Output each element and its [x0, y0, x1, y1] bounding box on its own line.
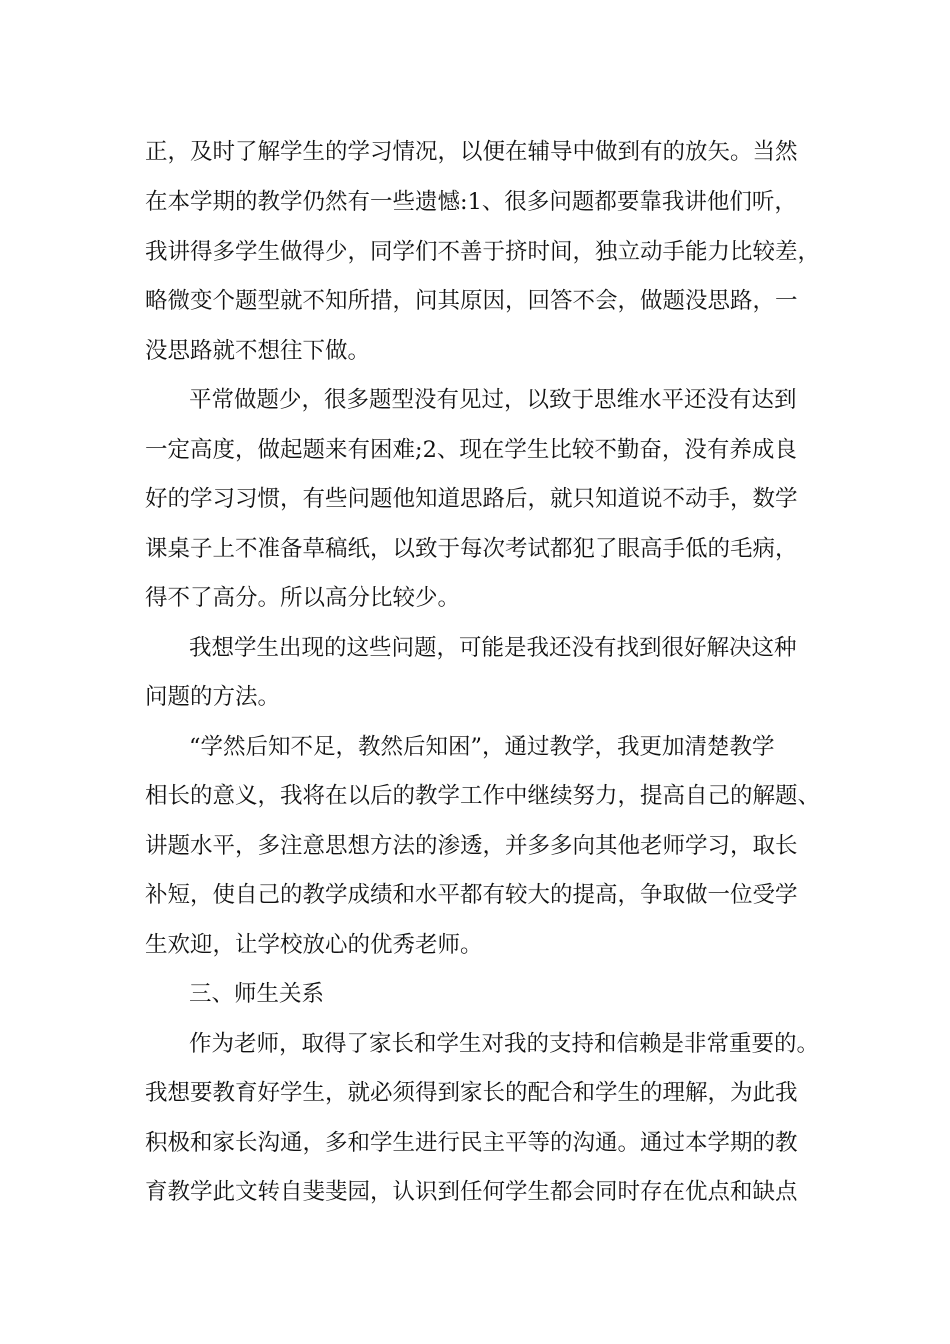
- text-line: 我讲得多学生做得少，同学们不善于挤时间，独立动手能力比较差，: [145, 239, 821, 265]
- text-line: 生欢迎，让学校放心的优秀老师。: [145, 932, 483, 958]
- text-line: 一定高度，做起题来有困难;2、现在学生比较不勤奋，没有养成良: [145, 437, 797, 463]
- paragraph-first-line: 我想学生出现的这些问题，可能是我还没有找到很好解决这种: [189, 635, 797, 661]
- text-line: 没思路就不想往下做。: [145, 338, 371, 364]
- section-heading: 三、师生关系: [189, 981, 325, 1007]
- text-line: 积极和家长沟通，多和学生进行民主平等的沟通。通过本学期的教: [145, 1130, 798, 1156]
- paragraph-first-line: 作为老师，取得了家长和学生对我的支持和信赖是非常重要的。: [189, 1031, 820, 1057]
- text-line: 正，及时了解学生的学习情况，以便在辅导中做到有的放矢。当然: [145, 139, 798, 165]
- text-line: 课桌子上不准备草稿纸，以致于每次考试都犯了眼高手低的毛病，: [145, 536, 798, 562]
- text-line: 问题的方法。: [145, 684, 281, 710]
- text-line: 好的学习习惯，有些问题他知道思路后，就只知道说不动手，数学: [145, 486, 798, 512]
- paragraph-first-line: “学然后知不足，教然后知困”，通过教学，我更加清楚教学: [189, 734, 775, 760]
- text-line: 在本学期的教学仍然有一些遗憾:1、很多问题都要靠我讲他们听，: [145, 189, 797, 215]
- text-line: 讲题水平，多注意思想方法的渗透，并多多向其他老师学习，取长: [145, 833, 798, 859]
- text-line: 我想要教育好学生，就必须得到家长的配合和学生的理解，为此我: [145, 1080, 798, 1106]
- text-line: 得不了高分。所以高分比较少。: [145, 585, 461, 611]
- text-line: 补短，使自己的教学成绩和水平都有较大的提高，争取做一位受学: [145, 882, 798, 908]
- paragraph-first-line: 平常做题少，很多题型没有见过，以致于思维水平还没有达到: [189, 387, 797, 413]
- text-line: 略微变个题型就不知所措，问其原因，回答不会，做题没思路，一: [145, 288, 798, 314]
- text-line: 相长的意义，我将在以后的教学工作中继续努力，提高自己的解题、: [145, 783, 821, 809]
- text-line: 育教学此文转自斐斐园，认识到任何学生都会同时存在优点和缺点: [145, 1179, 798, 1205]
